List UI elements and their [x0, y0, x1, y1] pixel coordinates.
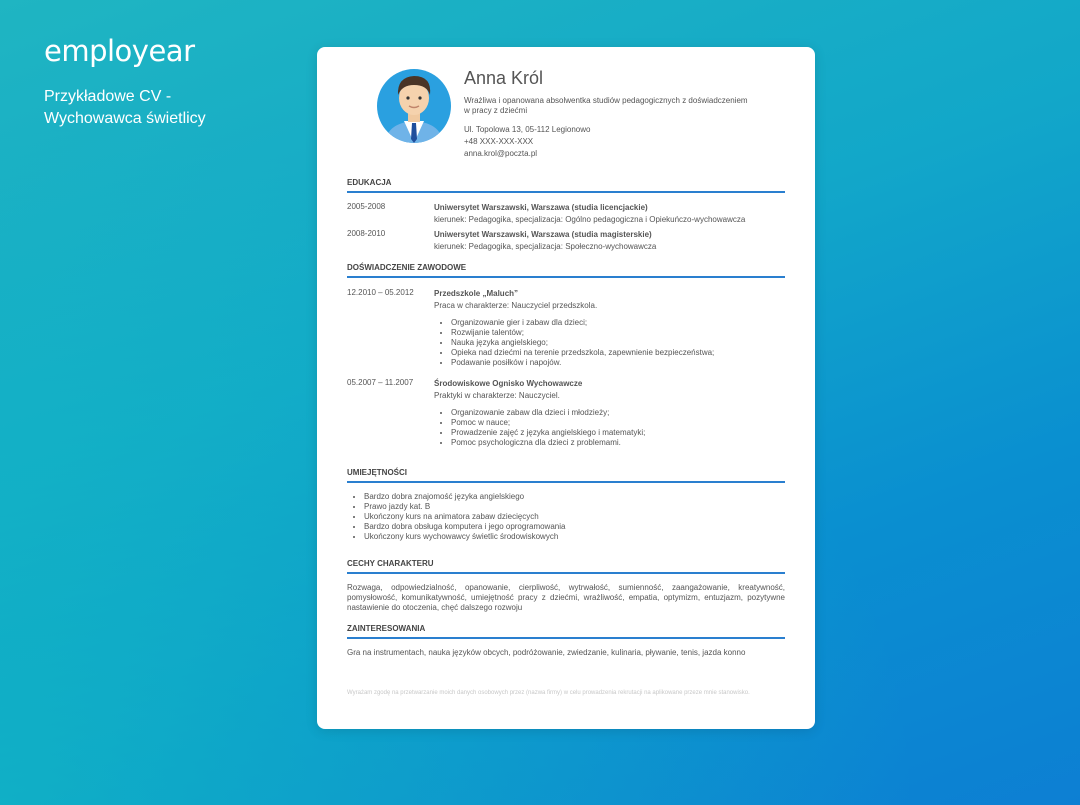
experience-entry	[347, 288, 785, 368]
employear-logo[interactable]: employear	[44, 34, 195, 68]
phone: +48 XXX-XXX-XXX	[464, 137, 534, 146]
job-role: Praktyki w charakterze: Nauczyciel.	[434, 391, 560, 400]
section-title: EDUKACJA	[347, 178, 785, 193]
skills-section	[347, 468, 785, 542]
list-item: • Rozwijanie talentów;	[451, 328, 714, 338]
employer-name: Środowiskowe Ognisko Wychowawcze	[434, 379, 583, 388]
candidate-name: Anna Król	[464, 68, 544, 88]
contact-info	[464, 124, 755, 160]
list-item: • Bardzo dobra obsługa komputera i jego oprogramowania	[364, 522, 785, 532]
job-role: Praca w charakterze: Nauczyciel przedszkola.	[434, 301, 598, 310]
education-entry	[347, 229, 785, 253]
page-subtitle: Przykładowe CV - Wychowawca świetlicy	[44, 88, 206, 127]
section-title: DOŚWIADCZENIE ZAWODOWE	[347, 263, 785, 278]
list-item: • Pomoc w nauce;	[451, 418, 645, 428]
list-item: • Prawo jazdy kat. B	[364, 502, 785, 512]
list-item: • Nauka języka angielskiego;	[451, 338, 714, 348]
section-title: CECHY CHARAKTERU	[347, 559, 785, 574]
entry-date: 2005-2008	[347, 202, 386, 211]
list-item: • Prowadzenie zajęć z języka angielskiego i matematyki;	[451, 428, 645, 438]
entry-date: 05.2007 – 11.2007	[347, 378, 414, 387]
brand	[44, 34, 244, 130]
list-item: • Ukończony kurs wychowawcy świetlic środowiskowych	[364, 532, 785, 542]
address: Ul. Topolowa 13, 05-112 Legionowo	[464, 125, 591, 134]
education-entry	[347, 202, 785, 226]
entry-date: 2008-2010	[347, 229, 386, 238]
interests-text: Gra na instrumentach, nauka języków obcych, podróżowanie, zwiedzanie, kulinaria, pływanie, tenis, jazda konno	[347, 648, 746, 657]
school-detail: kierunek: Pedagogika, specjalizacja: Ogólno pedagogiczna i Opiekuńczo-wychowawcza	[434, 215, 746, 224]
email[interactable]: anna.krol@poczta.pl	[464, 149, 538, 158]
cv-page	[317, 47, 815, 729]
section-title: UMIEJĘTNOŚCI	[347, 468, 785, 483]
experience-entry	[347, 378, 785, 448]
avatar-icon	[377, 65, 451, 143]
school-name: Uniwersytet Warszawski, Warszawa (studia magisterskie)	[434, 230, 652, 239]
duties-list	[434, 318, 714, 368]
list-item: • Pomoc psychologiczna dla dzieci z problemami.	[451, 438, 645, 448]
list-item: • Opieka nad dziećmi na terenie przedszkola, zapewnienie bezpieczeństwa;	[451, 348, 714, 358]
candidate-summary: Wrażliwa i opanowana absolwentka studiów pedagogicznych z doświadczeniem w pracy z dziećmi	[464, 96, 748, 115]
person-info	[464, 68, 755, 160]
experience-section	[347, 263, 785, 448]
interests-section	[347, 624, 785, 657]
education-section	[347, 178, 785, 253]
entry-date: 12.2010 – 05.2012	[347, 288, 414, 297]
traits-text: Rozwaga, odpowiedzialność, opanowanie, cierpliwość, wytrwałość, sumienność, zaangażowanie, kreatywność, pomysłowość, komunikatywność, umiejętność pracy z dziećmi, wrażliwość, empatia, optymizm, entuzjazm, pozytywne nastawienie do otoczenia, chęć dalszego rozwoju	[347, 583, 785, 612]
list-item: • Organizowanie gier i zabaw dla dzieci;	[451, 318, 714, 328]
duties-list	[434, 408, 645, 448]
list-item: • Podawanie posiłków i napojów.	[451, 358, 714, 368]
employer-name: Przedszkole „Maluch”	[434, 289, 519, 298]
list-item: • Organizowanie zabaw dla dzieci i młodzieży;	[451, 408, 645, 418]
school-detail: kierunek: Pedagogika, specjalizacja: Społeczno-wychowawcza	[434, 242, 657, 251]
list-item: • Ukończony kurs na animatora zabaw dziecięcych	[364, 512, 785, 522]
traits-section	[347, 559, 785, 613]
list-item: • Bardzo dobra znajomość języka angielskiego	[364, 492, 785, 502]
skills-list	[347, 492, 785, 542]
consent-clause: Wyrażam zgodę na przetwarzanie moich danych osobowych przez (nazwa firmy) w celu prowadzenia rekrutacji na aplikowane przeze mnie stanowisko.	[347, 690, 750, 696]
school-name: Uniwersytet Warszawski, Warszawa (studia licencjackie)	[434, 203, 648, 212]
cv-header	[347, 47, 785, 177]
consent-section	[347, 689, 785, 697]
section-title: ZAINTERESOWANIA	[347, 624, 785, 639]
